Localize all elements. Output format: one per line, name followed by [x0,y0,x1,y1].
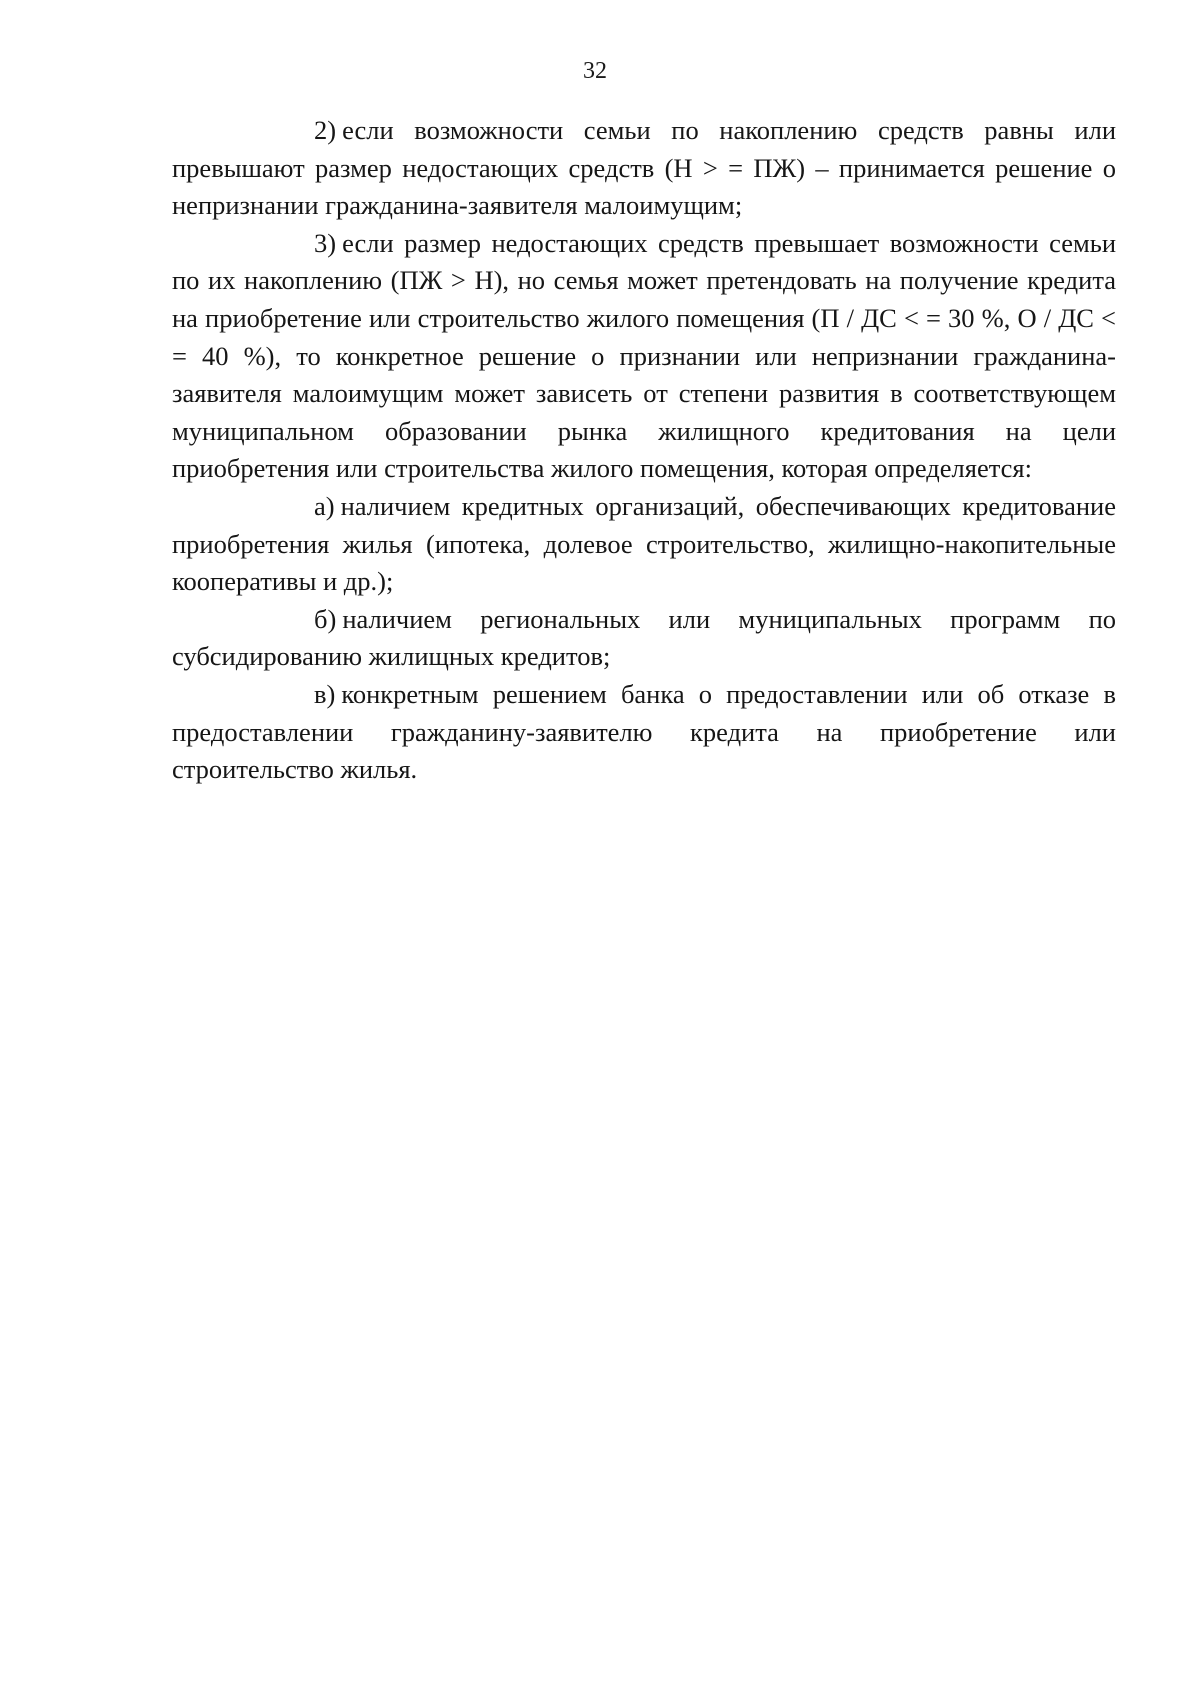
list-marker: в) [314,678,336,709]
paragraph-item-3 [172,225,1116,488]
paragraph-text: наличием кредитных организаций, обеспечивающих кредитование приобретения жилья (ипотека, долевое строительство, жилищно-накопительные кооперативы и др.); [172,490,1116,597]
list-marker: а) [314,490,335,521]
paragraph-subitem-v [172,676,1116,789]
paragraph-item-2 [172,112,1116,225]
paragraph-text: наличием региональных или муниципальных программ по субсидированию жилищных кредитов; [172,603,1116,672]
page-number: 32 [583,58,607,84]
document-body [172,112,1116,789]
list-marker: б) [314,603,337,634]
list-marker: 2) [314,115,337,145]
paragraph-subitem-a [172,488,1116,601]
paragraph-subitem-b [172,601,1116,676]
list-marker: 3) [314,227,337,258]
paragraph-text: если размер недостающих средств превышает возможности семьи по их накоплению (ПЖ > Н), но семья может претендовать на получение кредита на приобретение или строительство жилого помещения (П / ДС < = 30 %, О / ДС < = 40 %), то конкретное решение о признании или непризнании гражданина-заявителя малоимущим может зависеть от степени развития в соответствующем муниципальном образовании рынка жилищного кредитования на цели приобретения или строительства жилого помещения, которая определяется: [172,227,1116,484]
paragraph-text: если возможности семьи по накоплению средств равны или превышают размер недостающих средств (Н > = ПЖ) – принимается решение о непризнании гражданина-заявителя малоимущим; [172,115,1116,221]
paragraph-text: конкретным решением банка о предоставлении или об отказе в предоставлении гражданину-заявителю кредита на приобретение или строительство жилья. [172,678,1116,785]
